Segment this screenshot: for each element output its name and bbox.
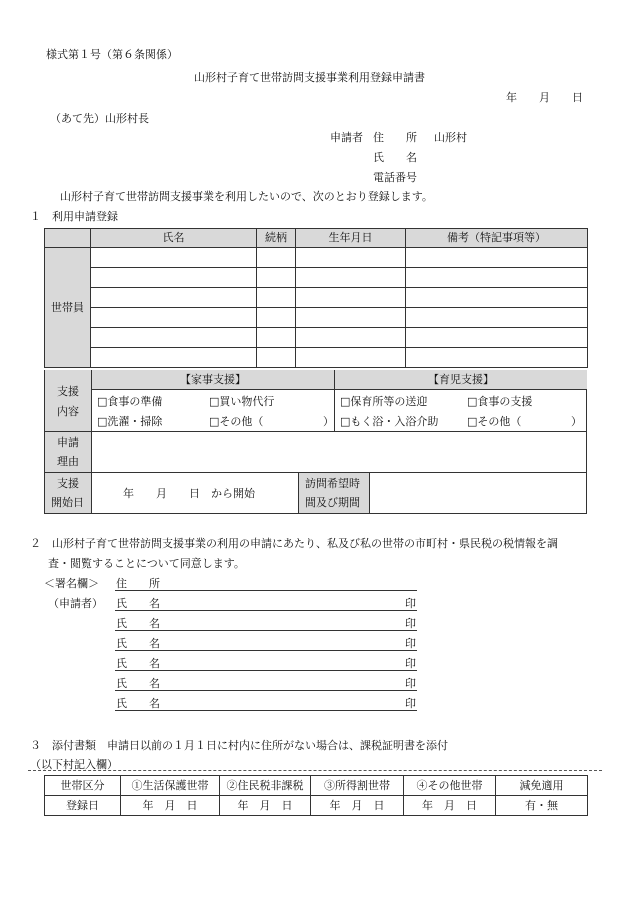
applicant-phone-label: 電話番号 xyxy=(373,171,417,184)
member-name-cell[interactable] xyxy=(91,328,257,348)
member-notes-cell[interactable] xyxy=(406,328,588,348)
member-relation-cell[interactable] xyxy=(257,328,296,348)
reason-label-1: 申請 xyxy=(57,436,79,449)
village-note: （以下村記入欄） xyxy=(30,758,118,771)
corner-cell xyxy=(45,229,91,248)
seal-mark: 印 xyxy=(405,657,416,670)
document-title: 山形村子育て世帯訪問支援事業利用登録申請書 xyxy=(194,71,425,84)
member-notes-cell[interactable] xyxy=(406,288,588,308)
seal-mark: 印 xyxy=(405,677,416,690)
dashed-separator xyxy=(28,770,602,771)
housework-other-close: ） xyxy=(323,415,334,428)
childcare-other-checkbox[interactable]: □その他（ xyxy=(467,415,522,428)
reason-label-2: 理由 xyxy=(57,455,79,468)
visit-label-2: 間及び期間 xyxy=(305,496,360,509)
member-relation-cell[interactable] xyxy=(257,248,296,268)
addressee: （あて先）山形村長 xyxy=(50,112,149,125)
section1-heading: １ 利用申請登録 xyxy=(30,210,118,223)
applicant-label: 申請者 xyxy=(330,131,363,144)
exemption-header: 減免適用 xyxy=(496,776,588,796)
household-label: 世帯員 xyxy=(45,248,91,368)
housework-other-checkbox[interactable]: □その他（ xyxy=(209,415,264,428)
category-header: 世帯区分 xyxy=(45,776,121,796)
start-block xyxy=(44,472,587,514)
signer-name-line[interactable] xyxy=(115,630,417,631)
signer-name-line[interactable] xyxy=(115,690,417,691)
seal-mark: 印 xyxy=(405,697,416,710)
signature-label: ＜署名欄＞ xyxy=(44,577,99,590)
section2-text-1: ２ 山形村子育て世帯訪問支援事業の利用の申請にあたり、私及び私の世帯の市町村・県民税の税情報を調 xyxy=(30,537,558,550)
signer-name-label: 氏 名 xyxy=(116,697,160,710)
childcare-other-close: ） xyxy=(571,415,582,428)
member-relation-cell[interactable] xyxy=(257,348,296,368)
section2-text-2: 査・閲覧することについて同意します。 xyxy=(48,557,245,570)
childcare-meal-checkbox[interactable]: □食事の支援 xyxy=(467,395,533,408)
application-date: 年 月 日 xyxy=(506,91,583,104)
household-table xyxy=(44,228,588,368)
start-label-2: 開始日 xyxy=(51,496,84,509)
registration-table xyxy=(44,775,588,816)
non-taxable-header: ②住民税非課税 xyxy=(220,776,311,796)
non-taxable-date[interactable]: 年 月 日 xyxy=(220,796,311,816)
member-name-cell[interactable] xyxy=(91,348,257,368)
member-birthdate-cell[interactable] xyxy=(296,348,406,368)
col-header-name: 氏名 xyxy=(91,229,257,248)
start-date-value[interactable]: 年 月 日 から開始 xyxy=(123,487,255,500)
childcare-title-cell: 【育児支援】 xyxy=(335,370,587,390)
visit-label-1: 訪問希望時 xyxy=(305,477,360,490)
section3-text: ３ 添付書類 申請日以前の１月１日に村内に住所がない場合は、課税証明書を添付 xyxy=(30,739,448,752)
signer-name-label: 氏 名 xyxy=(116,657,160,670)
reason-block xyxy=(44,431,587,473)
income-tax-header: ③所得割世帯 xyxy=(311,776,404,796)
member-relation-cell[interactable] xyxy=(257,308,296,328)
member-name-cell[interactable] xyxy=(91,248,257,268)
member-notes-cell[interactable] xyxy=(406,268,588,288)
member-notes-cell[interactable] xyxy=(406,308,588,328)
member-relation-cell[interactable] xyxy=(257,288,296,308)
support-label-2: 内容 xyxy=(57,405,79,418)
member-name-cell[interactable] xyxy=(91,288,257,308)
income-tax-date[interactable]: 年 月 日 xyxy=(311,796,404,816)
housework-meal-prep-checkbox[interactable]: □食事の準備 xyxy=(97,395,163,408)
signer-name-label: 氏 名 xyxy=(116,597,160,610)
support-label-cell xyxy=(45,370,92,431)
seal-mark: 印 xyxy=(405,617,416,630)
member-name-cell[interactable] xyxy=(91,308,257,328)
housework-shopping-checkbox[interactable]: □買い物代行 xyxy=(209,395,275,408)
col-header-birthdate: 生年月日 xyxy=(296,229,406,248)
member-name-cell[interactable] xyxy=(91,268,257,288)
col-header-notes: 備考（特記事項等） xyxy=(406,229,588,248)
housework-title-cell: 【家事支援】 xyxy=(92,370,335,390)
other-household-header: ④その他世帯 xyxy=(404,776,496,796)
registration-date-label: 登録日 xyxy=(45,796,121,816)
seal-mark: 印 xyxy=(405,597,416,610)
member-birthdate-cell[interactable] xyxy=(296,288,406,308)
member-birthdate-cell[interactable] xyxy=(296,308,406,328)
housework-laundry-checkbox[interactable]: □洗濯・掃除 xyxy=(97,415,163,428)
exemption-value[interactable]: 有・無 xyxy=(496,796,588,816)
member-notes-cell[interactable] xyxy=(406,348,588,368)
welfare-header: ①生活保護世帯 xyxy=(121,776,220,796)
form-number: 様式第１号（第６条関係） xyxy=(46,48,178,61)
signature-address-label: 住 所 xyxy=(116,577,160,590)
applicant-address-value: 山形村 xyxy=(434,131,467,144)
signer-name-line[interactable] xyxy=(115,650,417,651)
signer-name-line[interactable] xyxy=(115,710,417,711)
applicant-name-label: 氏 名 xyxy=(373,151,417,164)
seal-mark: 印 xyxy=(405,637,416,650)
member-relation-cell[interactable] xyxy=(257,268,296,288)
member-birthdate-cell[interactable] xyxy=(296,268,406,288)
member-birthdate-cell[interactable] xyxy=(296,328,406,348)
welfare-date[interactable]: 年 月 日 xyxy=(121,796,220,816)
other-household-date[interactable]: 年 月 日 xyxy=(404,796,496,816)
member-notes-cell[interactable] xyxy=(406,248,588,268)
intro-text: 山形村子育て世帯訪問支援事業を利用したいので、次のとおり登録します。 xyxy=(60,190,433,203)
visit-period-input[interactable] xyxy=(370,473,586,513)
signer-name-line[interactable] xyxy=(115,670,417,671)
signer-name-label: 氏 名 xyxy=(116,617,160,630)
signature-address-line[interactable] xyxy=(115,590,417,591)
member-birthdate-cell[interactable] xyxy=(296,248,406,268)
start-label-1: 支援 xyxy=(57,477,79,490)
signature-applicant-label: （申請者） xyxy=(48,597,103,610)
childcare-bathing-checkbox[interactable]: □もく浴・入浴介助 xyxy=(340,415,439,428)
signer-name-line[interactable] xyxy=(115,610,417,611)
support-block xyxy=(44,370,587,432)
support-label-1: 支援 xyxy=(57,385,79,398)
col-header-relation: 続柄 xyxy=(257,229,296,248)
applicant-address-label: 住 所 xyxy=(373,131,417,144)
childcare-transport-checkbox[interactable]: □保育所等の送迎 xyxy=(340,395,428,408)
signer-name-label: 氏 名 xyxy=(116,637,160,650)
signer-name-label: 氏 名 xyxy=(116,677,160,690)
reason-input[interactable] xyxy=(92,432,586,472)
